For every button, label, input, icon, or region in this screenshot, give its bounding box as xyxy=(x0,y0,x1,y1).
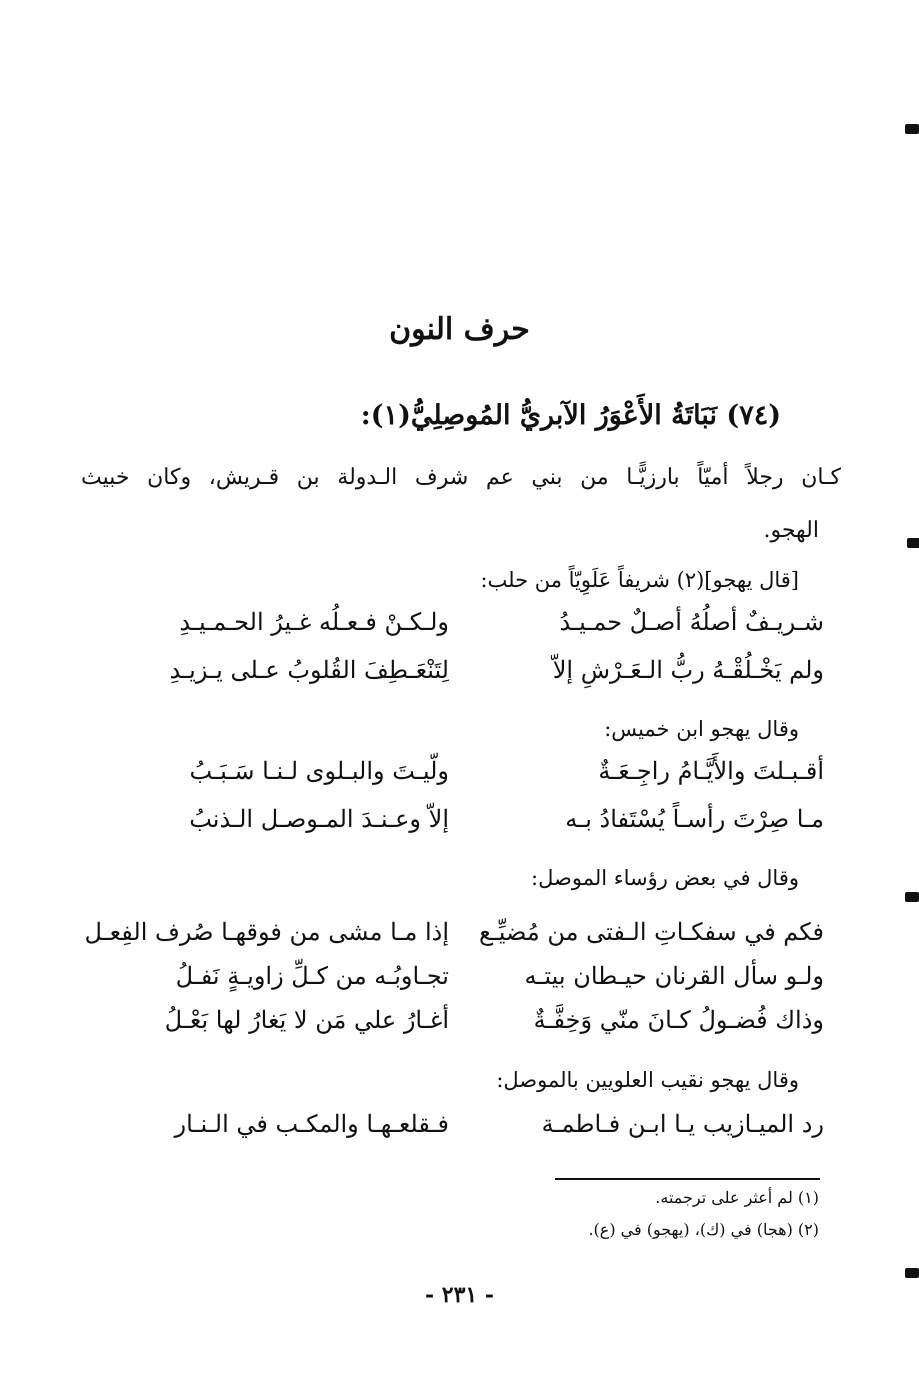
verse-line xyxy=(0,608,919,648)
verse-line xyxy=(0,1006,919,1046)
verse-second-hemistich: لِتَنْعَـطِفَ القُلوبُ عـلى يـزيـدِ xyxy=(169,656,449,684)
verse-line xyxy=(0,805,919,845)
page-number: - ٢٣١ - xyxy=(424,1282,495,1308)
verse-first-hemistich: فكم في سفكـاتِ الـفتى من مُضيِّـع xyxy=(479,918,824,946)
verse-second-hemistich: إلاّ وعـنـدَ المـوصـل الـذنبُ xyxy=(189,805,449,833)
verse-second-hemistich: ولـكـنْ فـعـلُه غـيرُ الحـمـيـدِ xyxy=(179,608,449,636)
bio-line-1: كـان رجلاً أميّاً بارزيًّـا من بني عم شرف الـدولة بن قـريش، وكان خبيث xyxy=(81,465,841,490)
poem-intro: [قال يهجو](٢) شريفاً عَلَوِيّاً من حلب: xyxy=(480,568,799,592)
poem-intro: وقال يهجو ابن خميس: xyxy=(604,717,799,741)
verse-second-hemistich: ولّيـتَ والبـلوى لـنـا سَـبَـبُ xyxy=(189,757,449,785)
verse-line xyxy=(0,656,919,696)
footnote-separator xyxy=(555,1178,820,1180)
page-edge-mark xyxy=(905,124,919,134)
page-edge-mark xyxy=(905,1268,919,1278)
page-edge-mark xyxy=(905,892,919,902)
footnote-2: (٢) (هجا) في (ك)، (يهجو) في (ع). xyxy=(588,1220,819,1239)
poem-intro: وقال في بعض رؤساء الموصل: xyxy=(531,866,799,890)
verse-first-hemistich: رد الميـازيب يـا ابـن فـاطمـة xyxy=(541,1110,824,1138)
poem-intro: وقال يهجو نقيب العلويين بالموصل: xyxy=(496,1068,799,1092)
verse-line xyxy=(0,918,919,958)
verse-first-hemistich: وذاك فُضـولُ كـانَ منّي وَخِفَّـةٌ xyxy=(533,1006,824,1034)
verse-first-hemistich: أقـبـلتَ والأَيَّـامُ راجِـعَـةٌ xyxy=(598,757,824,785)
page-edge-mark xyxy=(907,538,919,548)
verse-second-hemistich: أغـارُ علي مَن لا يَغارُ لها بَعْـلُ xyxy=(164,1006,449,1034)
verse-first-hemistich: ولـو سأل القرنان حيـطان بيتـه xyxy=(524,962,824,990)
verse-second-hemistich: فـقلعـهـا والمكـب في الـنـار xyxy=(174,1110,449,1138)
verse-first-hemistich: شـريـفٌ أصلُهُ أصـلٌ حمـيـدُ xyxy=(559,608,824,636)
verse-second-hemistich: إذا مـا مشى من فوقهـا صُرف الفِعـل xyxy=(84,918,449,946)
verse-second-hemistich: تجـاوبُـه من كـلِّ زاويـةٍ نَفـلُ xyxy=(175,962,449,990)
verse-first-hemistich: ولم يَخْـلُقْـهُ ربُّ الـعَـرْشِ إلاّ xyxy=(552,656,824,684)
chapter-title: حرف النون xyxy=(389,312,530,347)
verse-first-hemistich: مـا صِرْتَ رأسـاً يُسْتَفادُ بـه xyxy=(565,805,824,833)
verse-line xyxy=(0,757,919,797)
verse-line xyxy=(0,1110,919,1150)
entry-heading: (٧٤) نَبَاتَةُ الأَعْوَرُ الآبريُّ المُوصِلِيُّ(١): xyxy=(360,400,781,431)
bio-line-2: الهجو. xyxy=(763,518,819,543)
verse-line xyxy=(0,962,919,1002)
footnote-1: (١) لم أعثر على ترجمته. xyxy=(655,1188,819,1207)
